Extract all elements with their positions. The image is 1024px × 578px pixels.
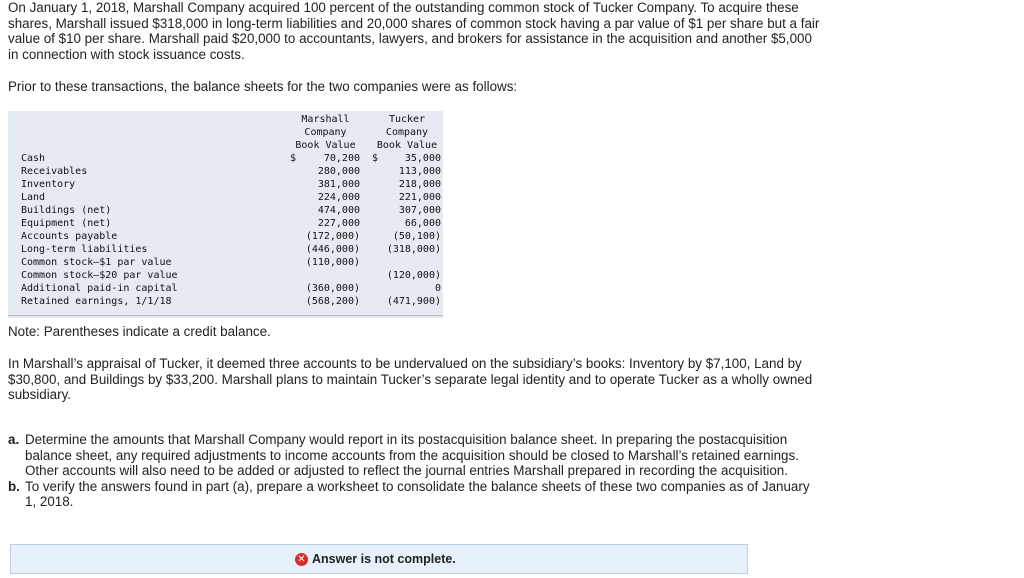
marshall-value: (446,000)	[305, 244, 360, 255]
tucker-value: (318,000)	[386, 244, 441, 255]
marshall-value: (360,000)	[305, 283, 360, 294]
marshall-value: 381,000	[317, 179, 360, 190]
marshall-value: 227,000	[317, 218, 360, 229]
header-tucker-line: Book Value	[376, 140, 438, 151]
answer-status-bar	[10, 544, 748, 574]
note-text: Note: Parentheses indicate a credit balance.	[8, 324, 271, 339]
table-row	[8, 282, 443, 295]
marshall-value: 70,200	[323, 153, 360, 164]
marshall-value: (172,000)	[305, 231, 360, 242]
tucker-value: 0	[434, 283, 441, 294]
header-marshall-line: Company	[304, 127, 347, 138]
balance-sheet-table	[8, 111, 443, 318]
account-name: Cash	[21, 153, 46, 164]
header-tucker-line: Company	[385, 127, 429, 138]
table-row	[8, 165, 443, 178]
part-b	[8, 479, 823, 510]
tucker-value: 218,000	[398, 179, 441, 190]
marshall-value: (568,200)	[305, 296, 360, 307]
tucker-value: 307,000	[398, 205, 441, 216]
header-marshall	[288, 113, 363, 152]
table-row	[8, 217, 443, 230]
tucker-value: (50,100)	[392, 231, 441, 242]
account-name: Additional paid-in capital	[21, 283, 178, 294]
account-name: Common stock—$20 par value	[21, 270, 178, 281]
header-tucker-line: Tucker	[388, 114, 426, 125]
appraisal-paragraph: In Marshall’s appraisal of Tucker, it deemed three accounts to be undervalued on the subsidiary’s books: Inventory by $7,100, Land by $30,800, and Buildings by $33,200. Marshall plans to maintain Tucker’s separate legal identity and to operate Tucker as a wholly owned subsidiary.	[8, 356, 813, 403]
intro-paragraph: On January 1, 2018, Marshall Company acquired 100 percent of the outstanding common stock of Tucker Company. To acquire these shares, Marshall issued $318,000 in long-term liabilities and 20,000 shares of common stock having a par value of $1 per share but a fair value of $10 per share. Marshall paid $20,000 to accountants, lawyers, and brokers for assistance in the acquisition and another $5,000 in connection with stock issuance costs.	[8, 0, 820, 63]
account-name: Equipment (net)	[21, 218, 112, 229]
header-marshall-line: Book Value	[295, 140, 356, 151]
part-b-label: b.	[8, 478, 20, 494]
tucker-value: 113,000	[398, 166, 441, 177]
account-name: Buildings (net)	[21, 205, 112, 216]
table-row	[8, 178, 443, 191]
part-a-text: Determine the amounts that Marshall Company would report in its postacquisition balance sheet. In preparing the postacquisition balance sheet, any required adjustments to income accounts from the acquisition should be closed to Marshall’s retained earnings. Other accounts will also need to be added or adjusted to reflect the journal entries Marshall prepared in recording the acquisition.	[25, 432, 799, 479]
table-row	[8, 152, 443, 165]
answer-status-text: Answer is not complete.	[312, 552, 456, 566]
tucker-value: 66,000	[404, 218, 441, 229]
table-row	[8, 230, 443, 243]
question-parts	[8, 432, 823, 510]
tucker-value: 35,000	[404, 153, 441, 164]
table-row	[8, 191, 443, 204]
table-row	[8, 243, 443, 256]
x-circle-icon: ✕	[295, 553, 308, 566]
part-b-text: To verify the answers found in part (a), prepare a worksheet to consolidate the balance sheets of these two companies as of January 1, 2018.	[25, 478, 810, 510]
table-row	[8, 204, 443, 217]
part-a-label: a.	[8, 432, 20, 447]
account-name: Inventory	[21, 179, 76, 190]
prior-paragraph: Prior to these transactions, the balance sheets for the two companies were as follows:	[8, 79, 518, 94]
table-row	[8, 295, 443, 308]
account-name: Common stock—$1 par value	[21, 257, 172, 268]
marshall-value: (110,000)	[305, 257, 360, 268]
marshall-dollar-sign: $	[290, 153, 297, 164]
tucker-value: (471,900)	[386, 296, 441, 307]
marshall-value: 474,000	[317, 205, 360, 216]
marshall-value: 280,000	[317, 166, 360, 177]
tucker-value: 221,000	[398, 192, 441, 203]
table-row	[8, 256, 443, 269]
table-row	[8, 269, 443, 282]
marshall-value: 224,000	[317, 192, 360, 203]
header-marshall-line: Marshall	[301, 114, 350, 125]
tucker-value: (120,000)	[386, 270, 441, 281]
table-bottom-rule	[8, 315, 443, 316]
header-tucker	[370, 113, 444, 152]
account-name: Accounts payable	[21, 231, 118, 242]
part-a	[8, 432, 823, 479]
tucker-dollar-sign: $	[372, 153, 379, 164]
account-name: Retained earnings, 1/1/18	[21, 296, 172, 307]
account-name: Long-term liabilities	[21, 244, 148, 255]
account-name: Land	[21, 192, 46, 203]
account-name: Receivables	[21, 166, 88, 177]
